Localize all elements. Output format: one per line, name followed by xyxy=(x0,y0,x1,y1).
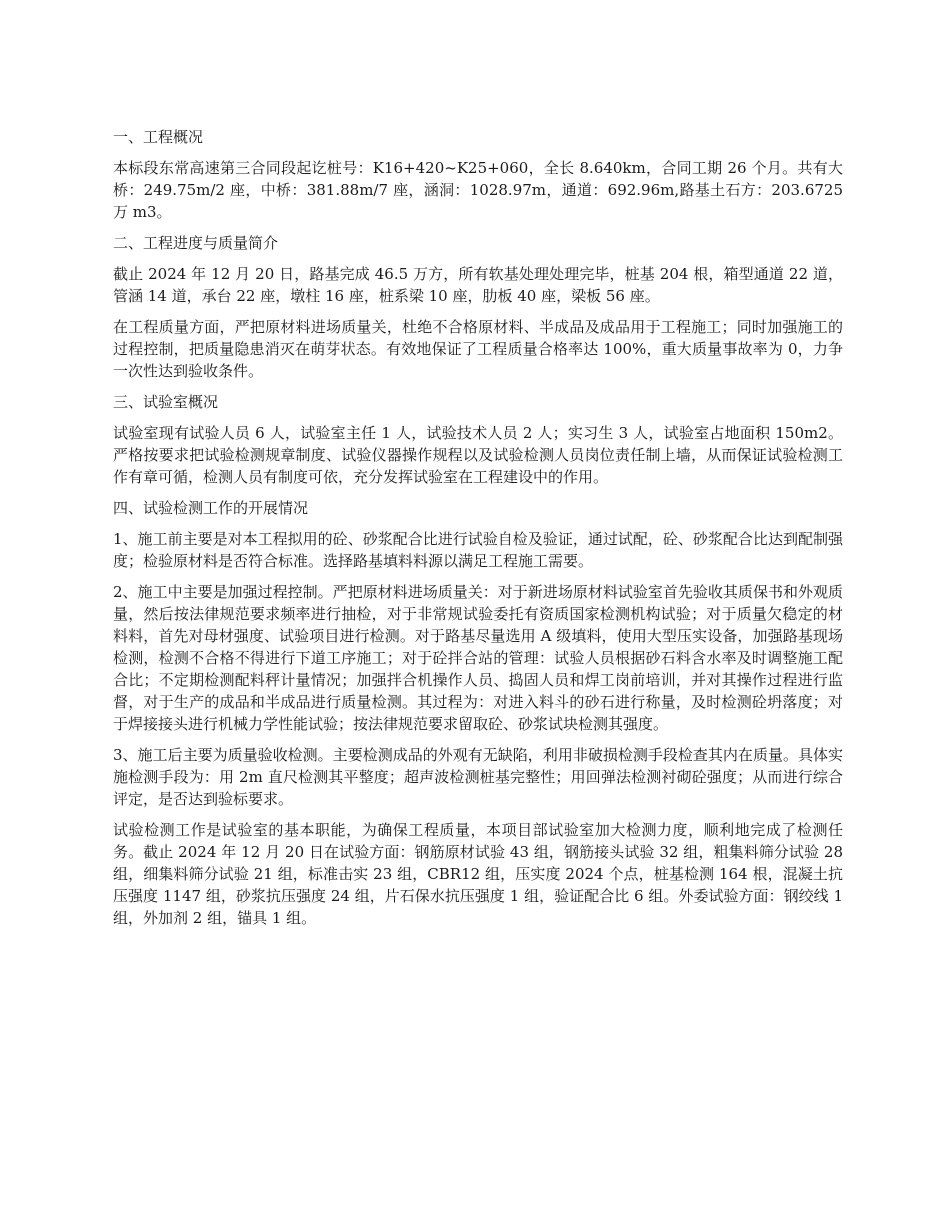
document-body xyxy=(113,126,843,938)
paragraph-testing-summary: 试验检测工作是试验室的基本职能，为确保工程质量，本项目部试验室加大检测力度，顺利地完成了检测任务。截止 2024 年 12 月 20 日在试验方面：钢筋原材试验 43 组，钢筋接头试验 32 组，粗集料筛分试验 28 组，细集料筛分试验 21 组，标准击实 23 组，CBR12 组，压实度 2024 个点，桩基检测 164 根，混凝土抗压强度 1147 组，砂浆抗压强度 24 组，片石保水抗压强度 1 组，验证配合比 6 组。外委试验方面：钢绞线 1 组，外加剂 2 组，锚具 1 组。 xyxy=(113,821,843,927)
paragraph-overview: 本标段东常高速第三合同段起讫桩号：K16+420~K25+060，全长 8.640km，合同工期 26 个月。共有大桥：249.75m/2 座，中桥：381.88m/7 座，涵洞：1028.97m，通道：692.96m,路基土石方：203.6725 万 m3。 xyxy=(113,159,843,221)
paragraph-after-construction: 3、施工后主要为质量验收检测。主要检测成品的外观有无缺陷，利用非破损检测手段检查其内在质量。具体实施检测手段为：用 2m 直尺检测其平整度；超声波检测桩基完整性；用回弹法检测衬砌砼强度；从而进行综合评定，是否达到验标要求。 xyxy=(113,746,843,808)
paragraph-lab: 试验室现有试验人员 6 人，试验室主任 1 人，试验技术人员 2 人；实习生 3 人，试验室占地面积 150m2。严格按要求把试验检测规章制度、试验仪器操作规程以及试验检测人员岗位责任制上墙，从而保证试验检测工作有章可循，检测人员有制度可依，充分发挥试验室在工程建设中的作用。 xyxy=(113,424,843,486)
section-heading-testing: 四、试验检测工作的开展情况 xyxy=(113,499,309,517)
paragraph-before-construction: 1、施工前主要是对本工程拟用的砼、砂浆配合比进行试验自检及验证，通过试配，砼、砂浆配合比达到配制强度；检验原材料是否符合标准。选择路基填料料源以满足工程施工需要。 xyxy=(113,530,843,570)
paragraph-progress: 截止 2024 年 12 月 20 日，路基完成 46.5 万方，所有软基处理处理完毕，桩基 204 根，箱型通道 22 道，管涵 14 道，承台 22 座，墩柱 16 座，桩系梁 10 座，肋板 40 座，梁板 56 座。 xyxy=(113,265,843,305)
section-heading-overview: 一、工程概况 xyxy=(113,128,204,146)
paragraph-quality: 在工程质量方面，严把原材料进场质量关，杜绝不合格原材料、半成品及成品用于工程施工；同时加强施工的过程控制，把质量隐患消灭在萌芽状态。有效地保证了工程质量合格率达 100%，重大质量事故率为 0，力争一次性达到验收条件。 xyxy=(113,318,843,380)
section-heading-lab: 三、试验室概况 xyxy=(113,393,219,411)
paragraph-during-construction: 2、施工中主要是加强过程控制。严把原材料进场质量关：对于新进场原材料试验室首先验收其质保书和外观质量，然后按法律规范要求频率进行抽检，对于非常规试验委托有资质国家检测机构试验；对于质量欠稳定的材料料，首先对母材强度、试验项目进行检测。对于路基尽量选用 A 级填料，使用大型压实设备，加强路基现场检测，检测不合格不得进行下道工序施工；对于砼拌合站的管理：试验人员根据砂石料含水率及时调整施工配合比；不定期检测配料秤计量情况；加强拌合机操作人员、捣固人员和焊工岗前培训，并对其操作过程进行监督，对于生产的成品和半成品进行质量检测。其过程为：对进入料斗的砂石进行称量，及时检测砼坍落度；对于焊接接头进行机械力学性能试验；按法律规范要求留取砼、砂浆试块检测其强度。 xyxy=(113,583,843,733)
section-heading-progress: 二、工程进度与质量简介 xyxy=(113,234,279,252)
